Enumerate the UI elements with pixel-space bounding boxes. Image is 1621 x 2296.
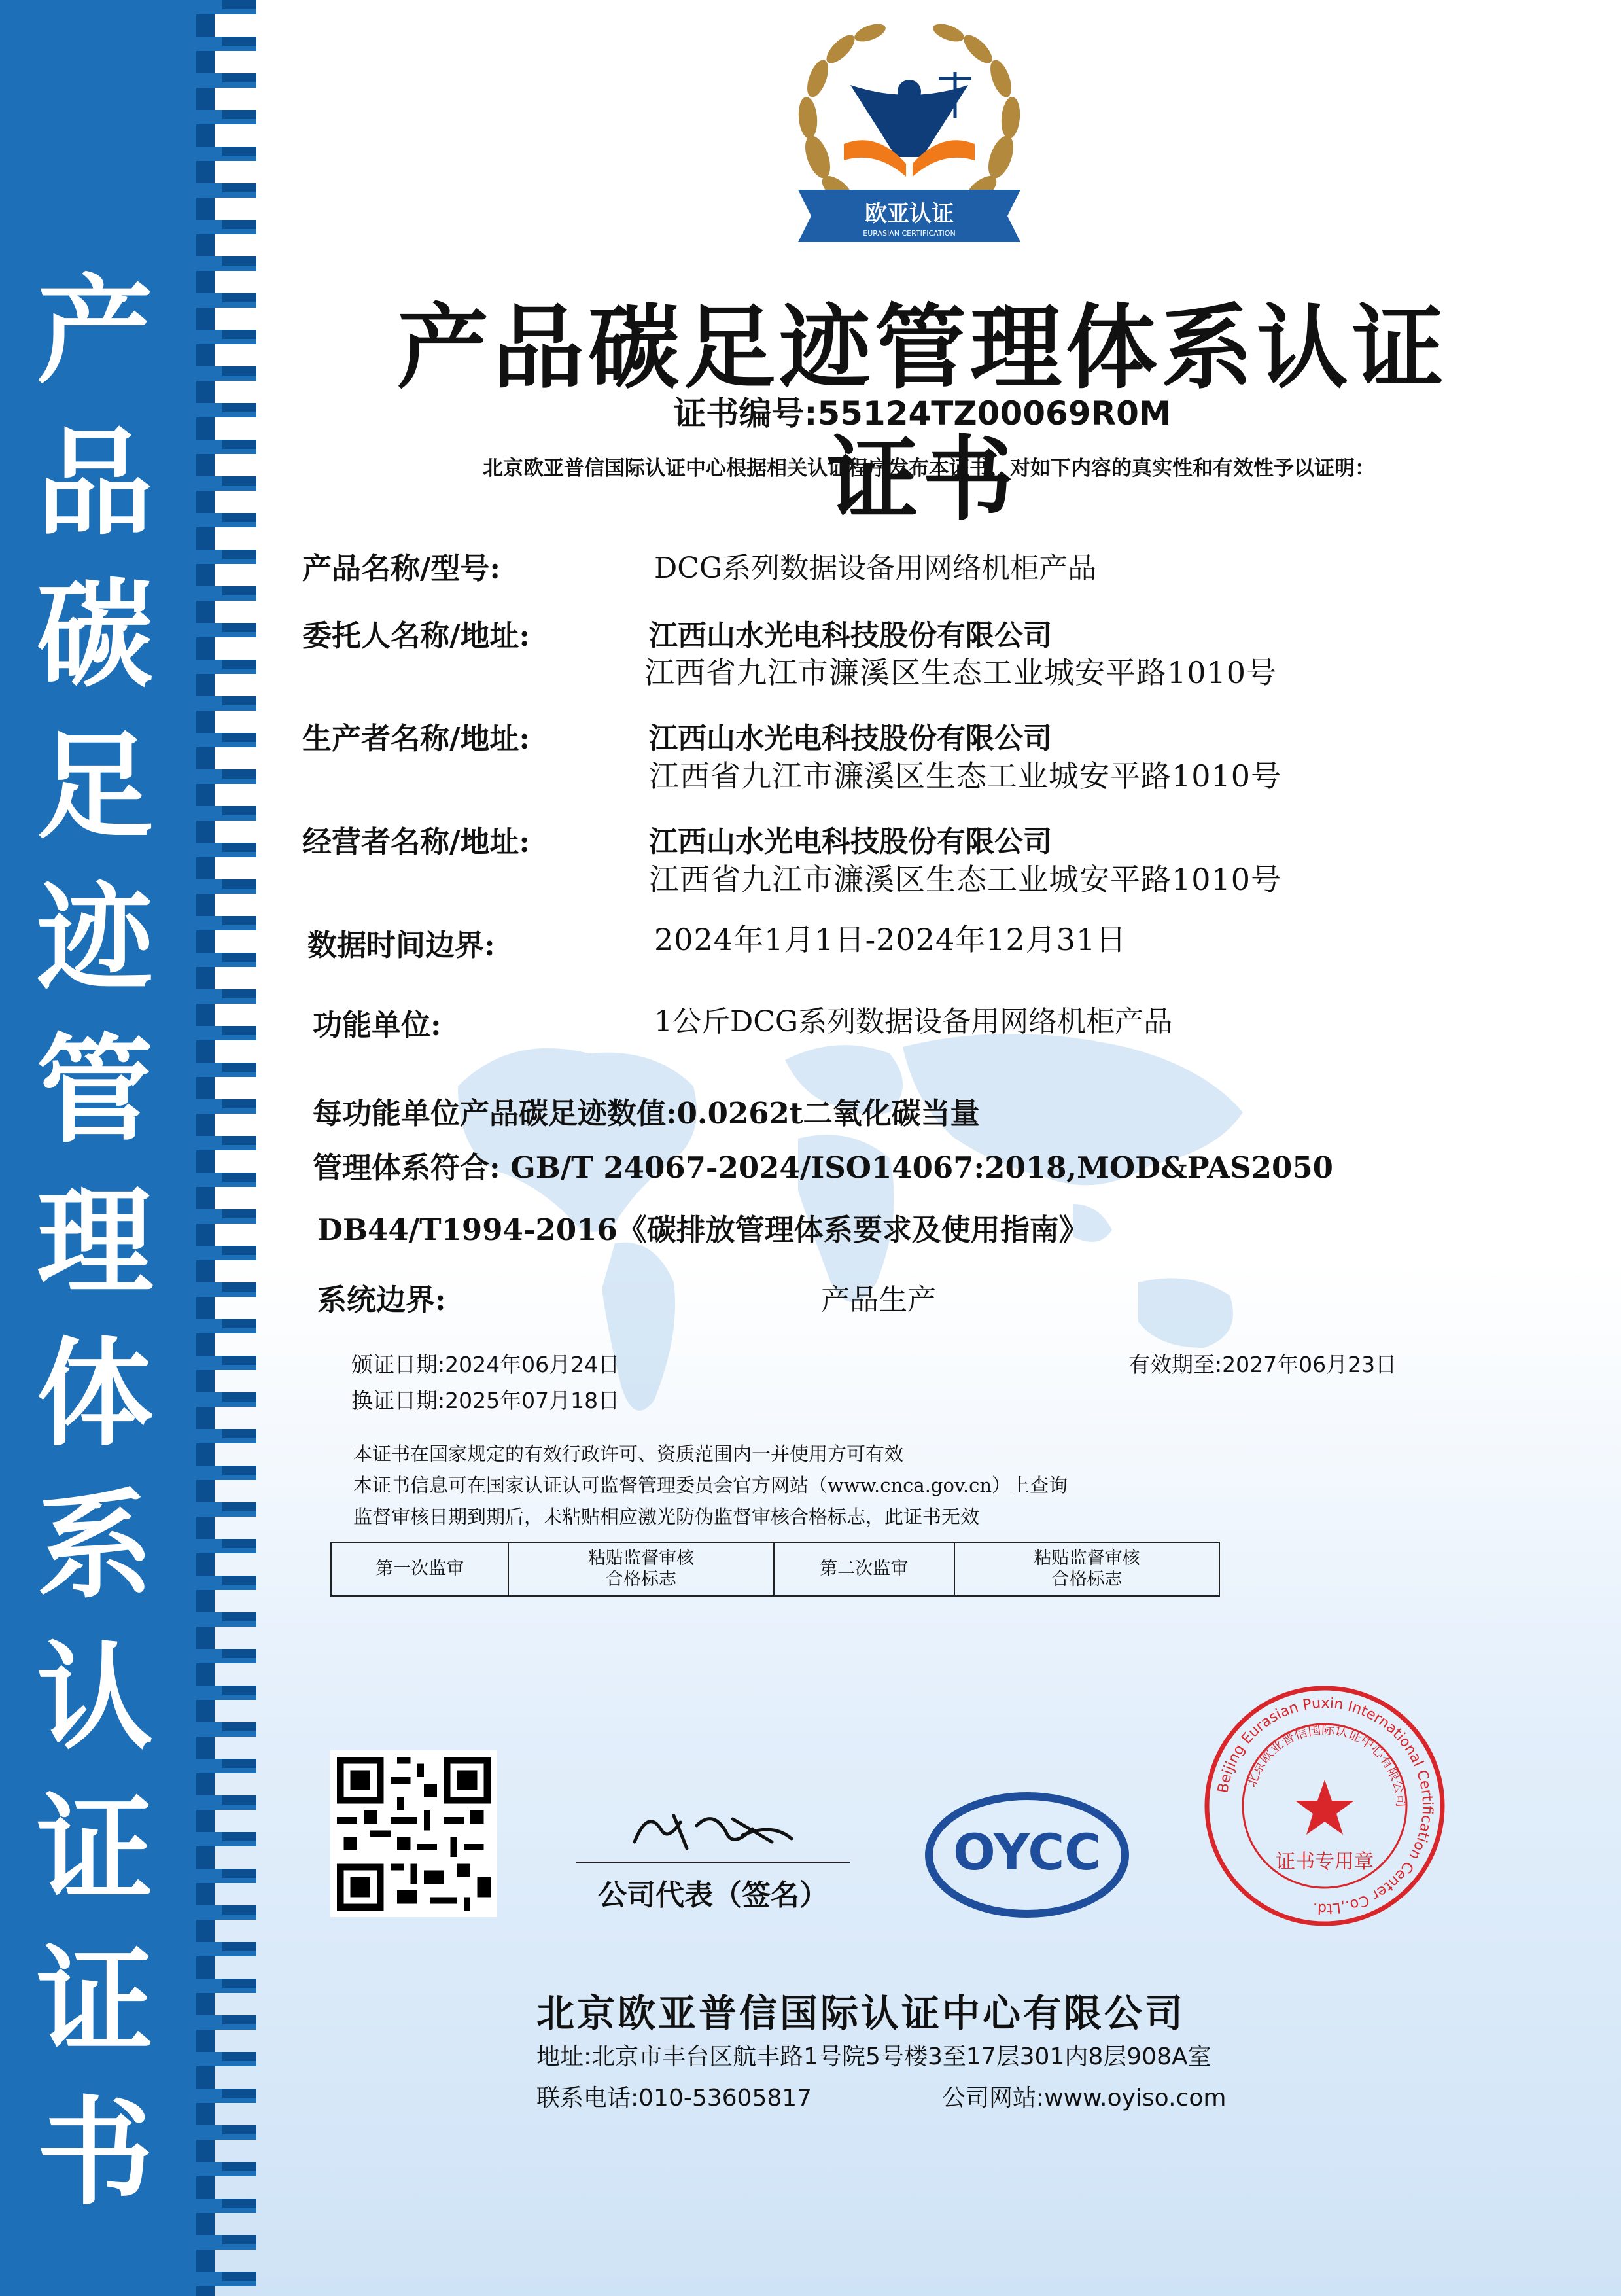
- certificate-title: 产品碳足迹管理体系认证证书: [396, 294, 1448, 533]
- operator-label: 经营者名称/地址:: [302, 824, 531, 859]
- oycc-logo: [922, 1790, 1132, 1920]
- producer-label: 生产者名称/地址:: [302, 721, 531, 756]
- issue-date: 颁证日期:2024年06月24日: [351, 1352, 620, 1377]
- vtitle-char: 系: [37, 1477, 153, 1614]
- vtitle-char: 理: [37, 1173, 153, 1310]
- vtitle-char: 书: [37, 2084, 153, 2221]
- client-address: 江西省九江市濂溪区生态工业城安平路1010号: [644, 655, 1278, 690]
- ribbon-subtext: EURASIAN CERTIFICATION: [863, 229, 956, 238]
- footer-company-name: 北京欧亚普信国际认证中心有限公司: [536, 1991, 1186, 2036]
- footer-address: 地址:北京市丰台区航丰路1号院5号楼3至17层301内8层908A室: [536, 2043, 1211, 2070]
- unit-value: 1公斤DCG系列数据设备用网络机柜产品: [654, 1005, 1173, 1038]
- vtitle-char: 产: [37, 262, 153, 399]
- signature-line: [576, 1862, 850, 1863]
- vtitle-char: 认: [37, 1629, 153, 1765]
- seal-bottom-text: 证书专用章: [1276, 1850, 1374, 1873]
- note-line: 本证书在国家规定的有效行政许可、资质范围内一并使用方可有效: [353, 1443, 904, 1465]
- second-sticker-cell: [954, 1542, 1219, 1596]
- vtitle-char: 足: [37, 718, 153, 855]
- oycc-text: OYCC: [953, 1823, 1101, 1881]
- vtitle-char: 证: [37, 1780, 153, 1917]
- note-line: 本证书信息可在国家认证认可监督管理委员会官方网站（www.cnca.gov.cn）上查询: [353, 1474, 1068, 1496]
- vtitle-char: 管: [37, 1021, 153, 1158]
- boundary-label: 系统边界:: [317, 1282, 446, 1317]
- second-surveillance-cell: 第二次监审: [774, 1542, 954, 1596]
- official-seal-stamp: [1200, 1682, 1449, 1930]
- footer-website: 公司网站:www.oyiso.com: [942, 2085, 1227, 2111]
- sticker-text: 合格标志: [1051, 1569, 1123, 1589]
- renew-date: 换证日期:2025年07月18日: [351, 1388, 620, 1413]
- vtitle-char: 证: [37, 1932, 153, 2069]
- vtitle-char: 体: [37, 1325, 153, 1462]
- vtitle-char: 品: [37, 414, 153, 551]
- period-value: 2024年1月1日-2024年12月31日: [654, 922, 1127, 957]
- period-label: 数据时间边界:: [307, 928, 495, 963]
- footer-phone: 联系电话:010-53605817: [536, 2085, 812, 2111]
- sticker-text: 粘贴监督审核: [1034, 1548, 1140, 1568]
- sticker-text: 粘贴监督审核: [587, 1548, 694, 1568]
- unit-label: 功能单位:: [313, 1008, 442, 1042]
- signature-label: 公司代表（签名）: [598, 1879, 828, 1912]
- operator-name: 江西山水光电科技股份有限公司: [649, 825, 1052, 858]
- vtitle-char: 迹: [37, 870, 153, 1006]
- producer-name: 江西山水光电科技股份有限公司: [649, 722, 1052, 755]
- seal-ring-text: Beijing Eurasian Puxin International Certification Center Co.,Ltd.: [1215, 1695, 1436, 1917]
- product-label: 产品名称/型号:: [302, 551, 501, 586]
- client-label: 委托人名称/地址:: [302, 618, 531, 653]
- surveillance-table: [330, 1542, 1220, 1597]
- qr-code-icon: [330, 1750, 497, 1917]
- boundary-value: 产品生产: [821, 1283, 936, 1316]
- note-line: 监督审核日期到期后，未粘贴相应激光防伪监督审核合格标志，此证书无效: [353, 1506, 980, 1528]
- vertical-title: [20, 255, 170, 2229]
- standard-line-1: 管理体系符合: GB/T 24067-2024/ISO14067:2018,MOD&PAS2050: [313, 1150, 1333, 1185]
- client-name: 江西山水光电科技股份有限公司: [649, 619, 1052, 652]
- eurasian-certification-logo: [772, 13, 1047, 281]
- producer-address: 江西省九江市濂溪区生态工业城安平路1010号: [649, 758, 1282, 794]
- first-sticker-cell: [508, 1542, 773, 1596]
- standard-line-2: DB44/T1994-2016《碳排放管理体系要求及使用指南》: [317, 1212, 1089, 1247]
- vtitle-char: 碳: [37, 566, 153, 703]
- seal-inner-text: 北京欧亚普信国际认证中心有限公司: [1243, 1721, 1410, 1808]
- sidebar-ladder-shadow: [222, 0, 256, 2296]
- footprint-value: 每功能单位产品碳足迹数值:0.0262t二氧化碳当量: [313, 1096, 980, 1131]
- signature-handwriting: [576, 1803, 850, 1855]
- first-surveillance-cell: 第一次监审: [331, 1542, 508, 1596]
- sticker-text: 合格标志: [605, 1569, 676, 1589]
- intro-statement: 北京欧亚普信国际认证中心根据相关认证程序发布本证书，对如下内容的真实性和有效性予以证明：: [483, 457, 1375, 480]
- valid-until-date: 有效期至:2027年06月23日: [1128, 1352, 1397, 1377]
- certificate-number: 证书编号:55124TZ00069R0M: [673, 395, 1172, 433]
- seal-star-icon: [1295, 1780, 1354, 1835]
- product-value: DCG系列数据设备用网络机柜产品: [654, 552, 1097, 585]
- operator-address: 江西省九江市濂溪区生态工业城安平路1010号: [649, 862, 1282, 897]
- ribbon-text: 欧亚认证: [865, 201, 954, 227]
